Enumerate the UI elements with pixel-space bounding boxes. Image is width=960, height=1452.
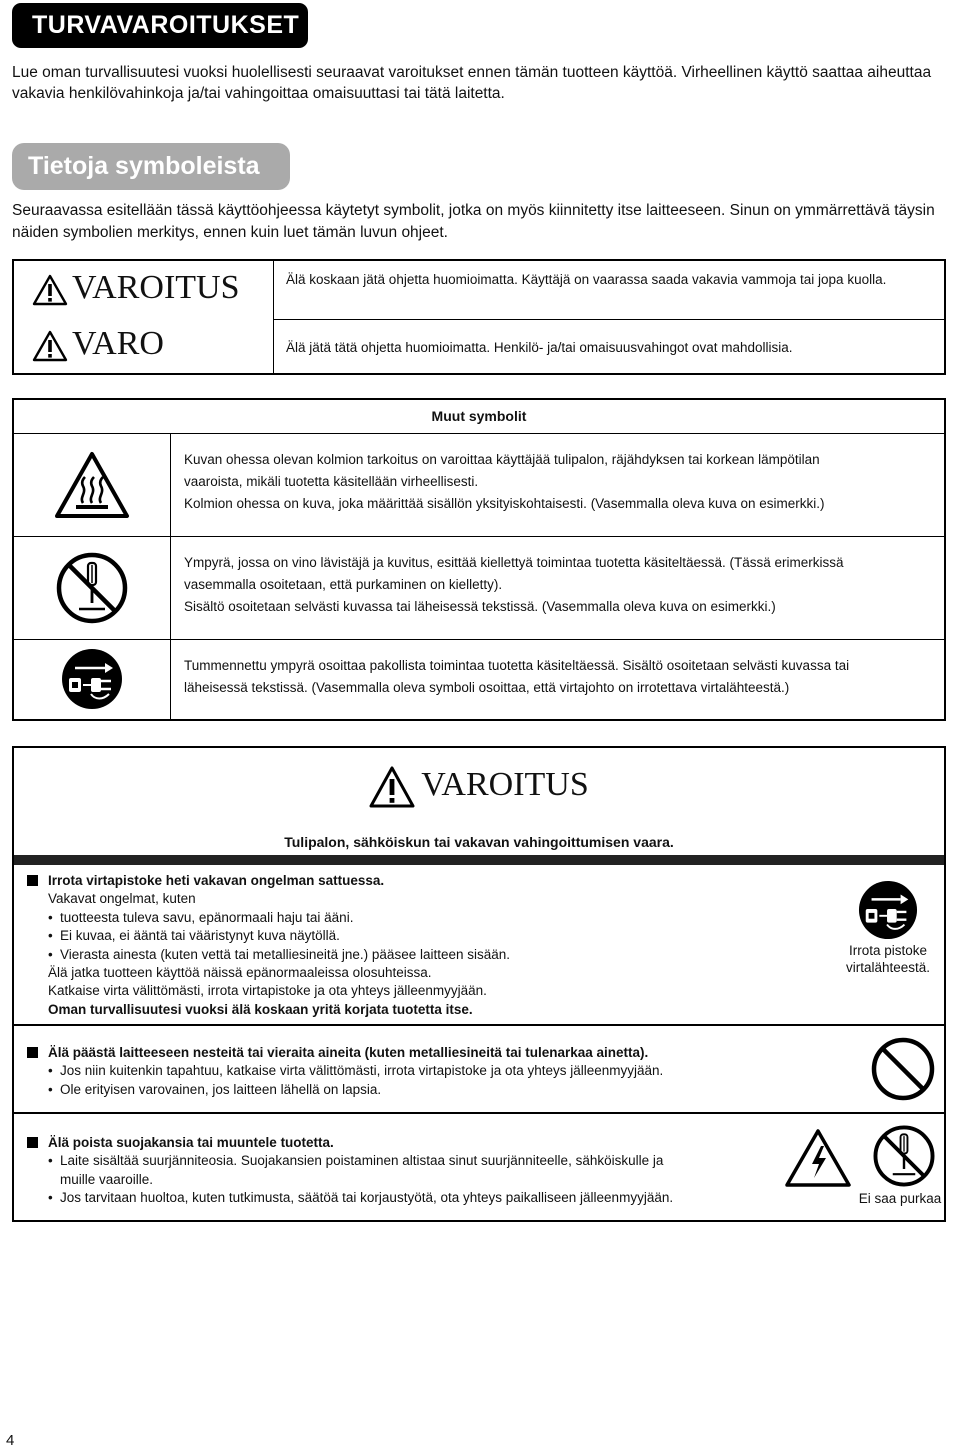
section-text: Älä jatka tuotteen käyttöä näissä epänormaaleissa olosuhteissa.	[48, 965, 432, 981]
warning-triangle-icon	[32, 330, 68, 362]
symbol-desc-line: vasemmalla osoitetaan, että purkaminen on kielletty).	[184, 577, 503, 592]
divider	[274, 319, 944, 320]
list-item: • Vierasta ainesta (kuten vettä tai metalliesineitä jne.) pääsee laitteen sisään.	[48, 946, 748, 964]
section-intro: Seuraavassa esitellään tässä käyttöohjeessa käytetyt symbolit, jotka on myös kiinnitetty itse laitteeseen. Sinun on ymmärrettävä täysin näiden symbolien merkitys, ennen kuin luet tämän luvun ohjeet.	[12, 202, 935, 241]
warning-triangle-icon	[369, 766, 415, 808]
page-number: 4	[6, 1432, 15, 1449]
section-text: Katkaise virta välittömästi, irrota virtapistoke ja ota yhteys jälleenmyyjään.	[48, 983, 487, 999]
symbol-desc-line: Ympyrä, jossa on vino lävistäjä ja kuvitus, esittää kiellettyä toimintaa tuotetta käsiteltäessä. (Tässä erimerkissä	[184, 555, 844, 570]
section-bold-note: Oman turvallisuutesi vuoksi älä koskaan yritä korjata tuotetta itse.	[48, 1001, 473, 1017]
symbol-row	[14, 639, 944, 719]
symbol-desc-line: Sisältö osoitetaan selvästi kuvassa tai läheisessä tekstissä. (Vasemmalla oleva kuva on esimerkki.)	[184, 599, 776, 614]
signal-desc-caution: Älä jätä tätä ohjetta huomioimatta. Henkilö- ja/tai omaisuusvahingot ovat mahdollisia.	[286, 340, 793, 355]
no-disassembly-icon	[872, 1124, 936, 1188]
other-symbols-header: Muut symbolit	[14, 400, 944, 434]
section-text: Vakavat ongelmat, kuten	[48, 891, 196, 907]
section-heading: Älä poista suojakansia tai muuntele tuotetta.	[48, 1134, 768, 1152]
hot-surface-warning-icon	[54, 451, 130, 519]
signal-word-caution: VARO	[32, 325, 164, 363]
warning-title: VAROITUS	[14, 766, 944, 808]
signal-desc-warning: Älä koskaan jätä ohjetta huomioimatta. Käyttäjä on vaarassa saada vakavia vammoja tai jopa kuolla.	[286, 272, 887, 287]
warning-section	[14, 1024, 944, 1114]
symbol-desc-line: Kuvan ohessa olevan kolmion tarkoitus on varoittaa käyttäjää tulipalon, räjähdyksen tai korkean lämpötilan	[184, 452, 820, 467]
divider	[14, 855, 944, 865]
warning-triangle-icon	[32, 274, 68, 306]
symbol-desc-line: vaaroista, mikäli tuotetta käsitellään virheellisesti.	[184, 474, 479, 489]
warning-section	[14, 1112, 944, 1222]
unplug-icon	[858, 880, 918, 940]
symbol-desc-line: Tummennettu ympyrä osoittaa pakollista toimintaa tuotetta käsiteltäessä. Sisältö osoitetaan selvästi kuvassa tai	[184, 658, 850, 673]
list-item-continuation: muille vaaroille.	[60, 1171, 154, 1187]
section-heading: Älä päästä laitteeseen nesteitä tai vieraita aineita (kuten metalliesineitä tai tulenarkaa ainetta).	[48, 1044, 808, 1062]
list-item: • Jos tarvitaan huoltoa, kuten tutkimusta, säätöä tai korjaustyötä, ota yhteys paikalliseen jälleenmyyjään.	[48, 1189, 768, 1207]
list-item: • Ei kuvaa, ei ääntä tai vääristynyt kuva näytöllä.	[48, 927, 748, 945]
other-symbols-table	[12, 398, 946, 721]
signal-words-table	[12, 259, 946, 375]
symbol-row	[14, 433, 944, 537]
warning-subtitle: Tulipalon, sähköiskun tai vakavan vahingoittumisen vaara.	[284, 834, 674, 850]
warning-section	[14, 872, 944, 1024]
list-item: • Jos niin kuitenkin tapahtuu, katkaise virta välittömästi, irrota virtapistoke ja ota yhteys jälleenmyyjään.	[48, 1062, 808, 1080]
symbol-desc-line: Kolmion ohessa on kuva, joka määrittää sisällön yksityiskohtaisesti. (Vasemmalla oleva kuva on esimerkki.)	[184, 496, 825, 511]
signal-words-column	[14, 261, 274, 373]
list-item: • tuotteesta tuleva savu, epänormaali haju tai ääni.	[48, 909, 748, 927]
list-item: • Laite sisältää suurjänniteosia. Suojakansien poistaminen altistaa sinut suurjänniteelle, sähköiskulle ja	[48, 1152, 768, 1170]
unplug-icon	[61, 648, 123, 710]
page-title: TURVAVAROITUKSET	[12, 3, 308, 48]
intro-text: Lue oman turvallisuutesi vuoksi huolellisesti seuraavat varoitukset ennen tämän tuotteen käyttöä. Virheellinen käyttö saattaa aiheuttaa vakavia henkilövahinkoja ja/tai vahingoittaa omaisuuttasi tai tätä laitetta.	[12, 64, 932, 102]
warning-box	[12, 746, 946, 1222]
section-heading: Irrota virtapistoke heti vakavan ongelman sattuessa.	[48, 872, 748, 890]
signal-word-warning: VAROITUS	[32, 269, 240, 307]
icon-caption: Ei saa purkaa	[858, 1191, 942, 1206]
prohibited-icon	[870, 1036, 936, 1102]
section-title: Tietoja symboleista	[12, 143, 290, 190]
list-item: • Ole erityisen varovainen, jos laitteen lähellä on lapsia.	[48, 1081, 808, 1099]
symbol-row	[14, 536, 944, 640]
no-disassembly-icon	[55, 551, 129, 625]
symbol-desc-line: läheisessä tekstissä. (Vasemmalla oleva symboli osoittaa, että virtajohto on irrotettava virtalähteestä.)	[184, 680, 790, 695]
icon-caption: Irrota pistoke virtalähteestä.	[845, 943, 931, 975]
high-voltage-warning-icon	[784, 1128, 852, 1188]
